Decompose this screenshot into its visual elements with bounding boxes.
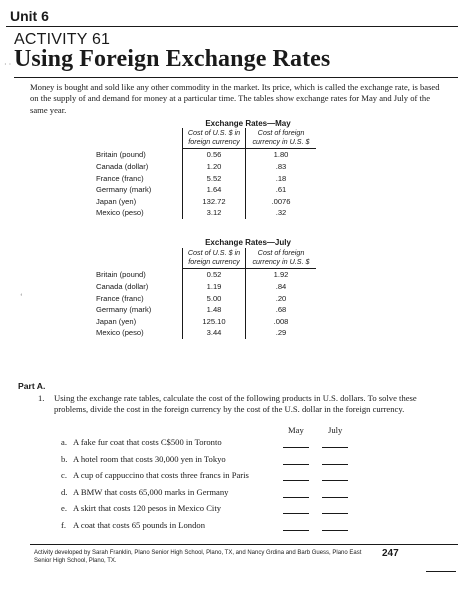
table-row (96, 184, 316, 196)
foreign-in-usd-cell: .61 (275, 185, 287, 195)
question-number: 1. (38, 393, 45, 403)
country-cell: Canada (dollar) (96, 282, 149, 292)
unit-header-bar (6, 6, 458, 27)
country-column-header (96, 248, 183, 269)
country-cell: France (franc) (96, 293, 144, 303)
may-answer-blank[interactable] (283, 447, 309, 448)
item-text: A coat that costs 65 pounds in London (73, 520, 205, 530)
may-rates-table (96, 128, 316, 219)
country-cell: Germany (mark) (96, 185, 152, 195)
may-answer-blank[interactable] (283, 480, 309, 481)
foreign-in-usd-cell: .84 (275, 282, 287, 292)
corner-rule (426, 571, 456, 572)
may-answer-blank[interactable] (283, 513, 309, 514)
item-text: A fake fur coat that costs C$500 in Toronto (73, 437, 222, 447)
country-cell: Japan (yen) (96, 316, 137, 326)
usd-in-foreign-cell: 5.52 (183, 172, 246, 184)
item-letter: b. (61, 453, 68, 464)
foreign-in-usd-cell: .29 (275, 328, 287, 338)
may-table-title: Exchange Rates—May (205, 119, 291, 128)
footer-divider (30, 544, 458, 545)
foreign-in-usd-cell: .32 (275, 208, 287, 218)
scan-speck: ‘ (20, 292, 23, 301)
country-cell: Japan (yen) (96, 196, 137, 206)
usd-in-foreign-cell: 125.10 (183, 316, 246, 328)
usd-in-foreign-cell: 1.19 (183, 281, 246, 293)
part-a-label: Part A. (18, 381, 46, 391)
foreign-in-usd-cell: .20 (275, 293, 287, 303)
country-cell: France (franc) (96, 173, 144, 183)
foreign-in-usd-cell: .0076 (271, 196, 291, 206)
july-table-title: Exchange Rates—July (205, 238, 291, 247)
foreign-in-usd-cell: 1.92 (273, 270, 289, 280)
july-column-header: July (328, 425, 343, 435)
table-row (96, 304, 316, 316)
july-answer-blank[interactable] (322, 530, 348, 531)
july-answer-blank[interactable] (322, 513, 348, 514)
july-answer-blank[interactable] (322, 497, 348, 498)
footer-credit: Activity developed by Sarah Franklin, Plano Senior High School, Plano, TX, and Nancy Grdina and Barb Guess, Plano East Senior High School, Plano, TX. (34, 550, 362, 564)
usd-in-foreign-cell: 5.00 (183, 292, 246, 304)
july-answer-blank[interactable] (322, 464, 348, 465)
table-header-row (96, 248, 316, 269)
item-letter: a. (61, 437, 67, 447)
table-row (96, 316, 316, 328)
table-row (96, 269, 316, 281)
country-cell: Britain (pound) (96, 150, 146, 160)
usd-in-foreign-cell: 3.12 (183, 207, 246, 219)
item-letter: c. (61, 470, 67, 481)
item-letter: f. (61, 520, 67, 530)
country-cell: Mexico (peso) (96, 208, 144, 218)
foreign-in-usd-header: Cost of foreign currency in U.S. $ (246, 248, 317, 269)
table-row (96, 172, 316, 184)
may-answer-blank[interactable] (283, 464, 309, 465)
may-column-header: May (288, 425, 304, 435)
page-number: 247 (382, 548, 399, 559)
table-row (96, 161, 316, 173)
title-divider (14, 77, 458, 78)
item-letter: e. (61, 503, 67, 514)
page-title: Using Foreign Exchange Rates (14, 46, 331, 72)
july-answer-blank[interactable] (322, 447, 348, 448)
item-text: A cup of cappuccino that costs three francs in Paris (73, 470, 249, 481)
table-row (96, 207, 316, 219)
may-answer-blank[interactable] (283, 497, 309, 498)
may-answer-blank[interactable] (283, 530, 309, 531)
country-cell: Germany (mark) (96, 305, 152, 315)
item-text: A hotel room that costs 30,000 yen in Tokyo (73, 453, 226, 464)
question-text: Using the exchange rate tables, calculate the cost of the following products in U.S. dollars. To solve these problems, divide the cost in the foreign currency by the cost of the U.S. dollar in the foreign currency. (54, 393, 417, 414)
country-column-header (96, 128, 183, 149)
table-row (96, 196, 316, 208)
usd-in-foreign-cell: 0.56 (183, 149, 246, 161)
usd-in-foreign-cell: 1.64 (183, 184, 246, 196)
foreign-in-usd-header: Cost of foreign currency in U.S. $ (246, 128, 317, 149)
item-letter: d. (61, 486, 68, 497)
foreign-in-usd-cell: 1.80 (273, 150, 289, 160)
foreign-in-usd-cell: .83 (275, 162, 287, 172)
foreign-in-usd-cell: .68 (275, 305, 287, 315)
country-cell: Britain (pound) (96, 270, 146, 280)
usd-in-foreign-cell: 132.72 (183, 196, 246, 208)
foreign-in-usd-cell: .008 (273, 316, 289, 326)
table-row (96, 327, 316, 339)
table-header-row (96, 128, 316, 149)
table-row (96, 292, 316, 304)
scan-speck: · · (4, 60, 12, 69)
july-rates-table (96, 248, 316, 339)
july-answer-blank[interactable] (322, 480, 348, 481)
usd-in-foreign-cell: 0.52 (183, 269, 246, 281)
foreign-in-usd-cell: .18 (275, 173, 287, 183)
usd-in-foreign-cell: 1.48 (183, 304, 246, 316)
usd-in-foreign-header: Cost of U.S. $ in foreign currency (183, 248, 246, 269)
table-row (96, 149, 316, 161)
country-cell: Mexico (peso) (96, 328, 144, 338)
activity-number: ACTIVITY 61 (14, 31, 111, 48)
item-text: A BMW that costs 65,000 marks in Germany (73, 486, 229, 497)
item-text: A skirt that costs 120 pesos in Mexico City (73, 503, 221, 514)
unit-label: Unit 6 (10, 8, 49, 24)
usd-in-foreign-header: Cost of U.S. $ in foreign currency (183, 128, 246, 149)
country-cell: Canada (dollar) (96, 162, 149, 172)
usd-in-foreign-cell: 3.44 (183, 327, 246, 339)
intro-paragraph: Money is bought and sold like any other commodity in the market. Its price, which is called the exchange rate, is based on the supply of and demand for money at a particular time. The tables show exchange rates for May and July of the same year. (30, 82, 440, 115)
table-row (96, 281, 316, 293)
usd-in-foreign-cell: 1.20 (183, 161, 246, 173)
